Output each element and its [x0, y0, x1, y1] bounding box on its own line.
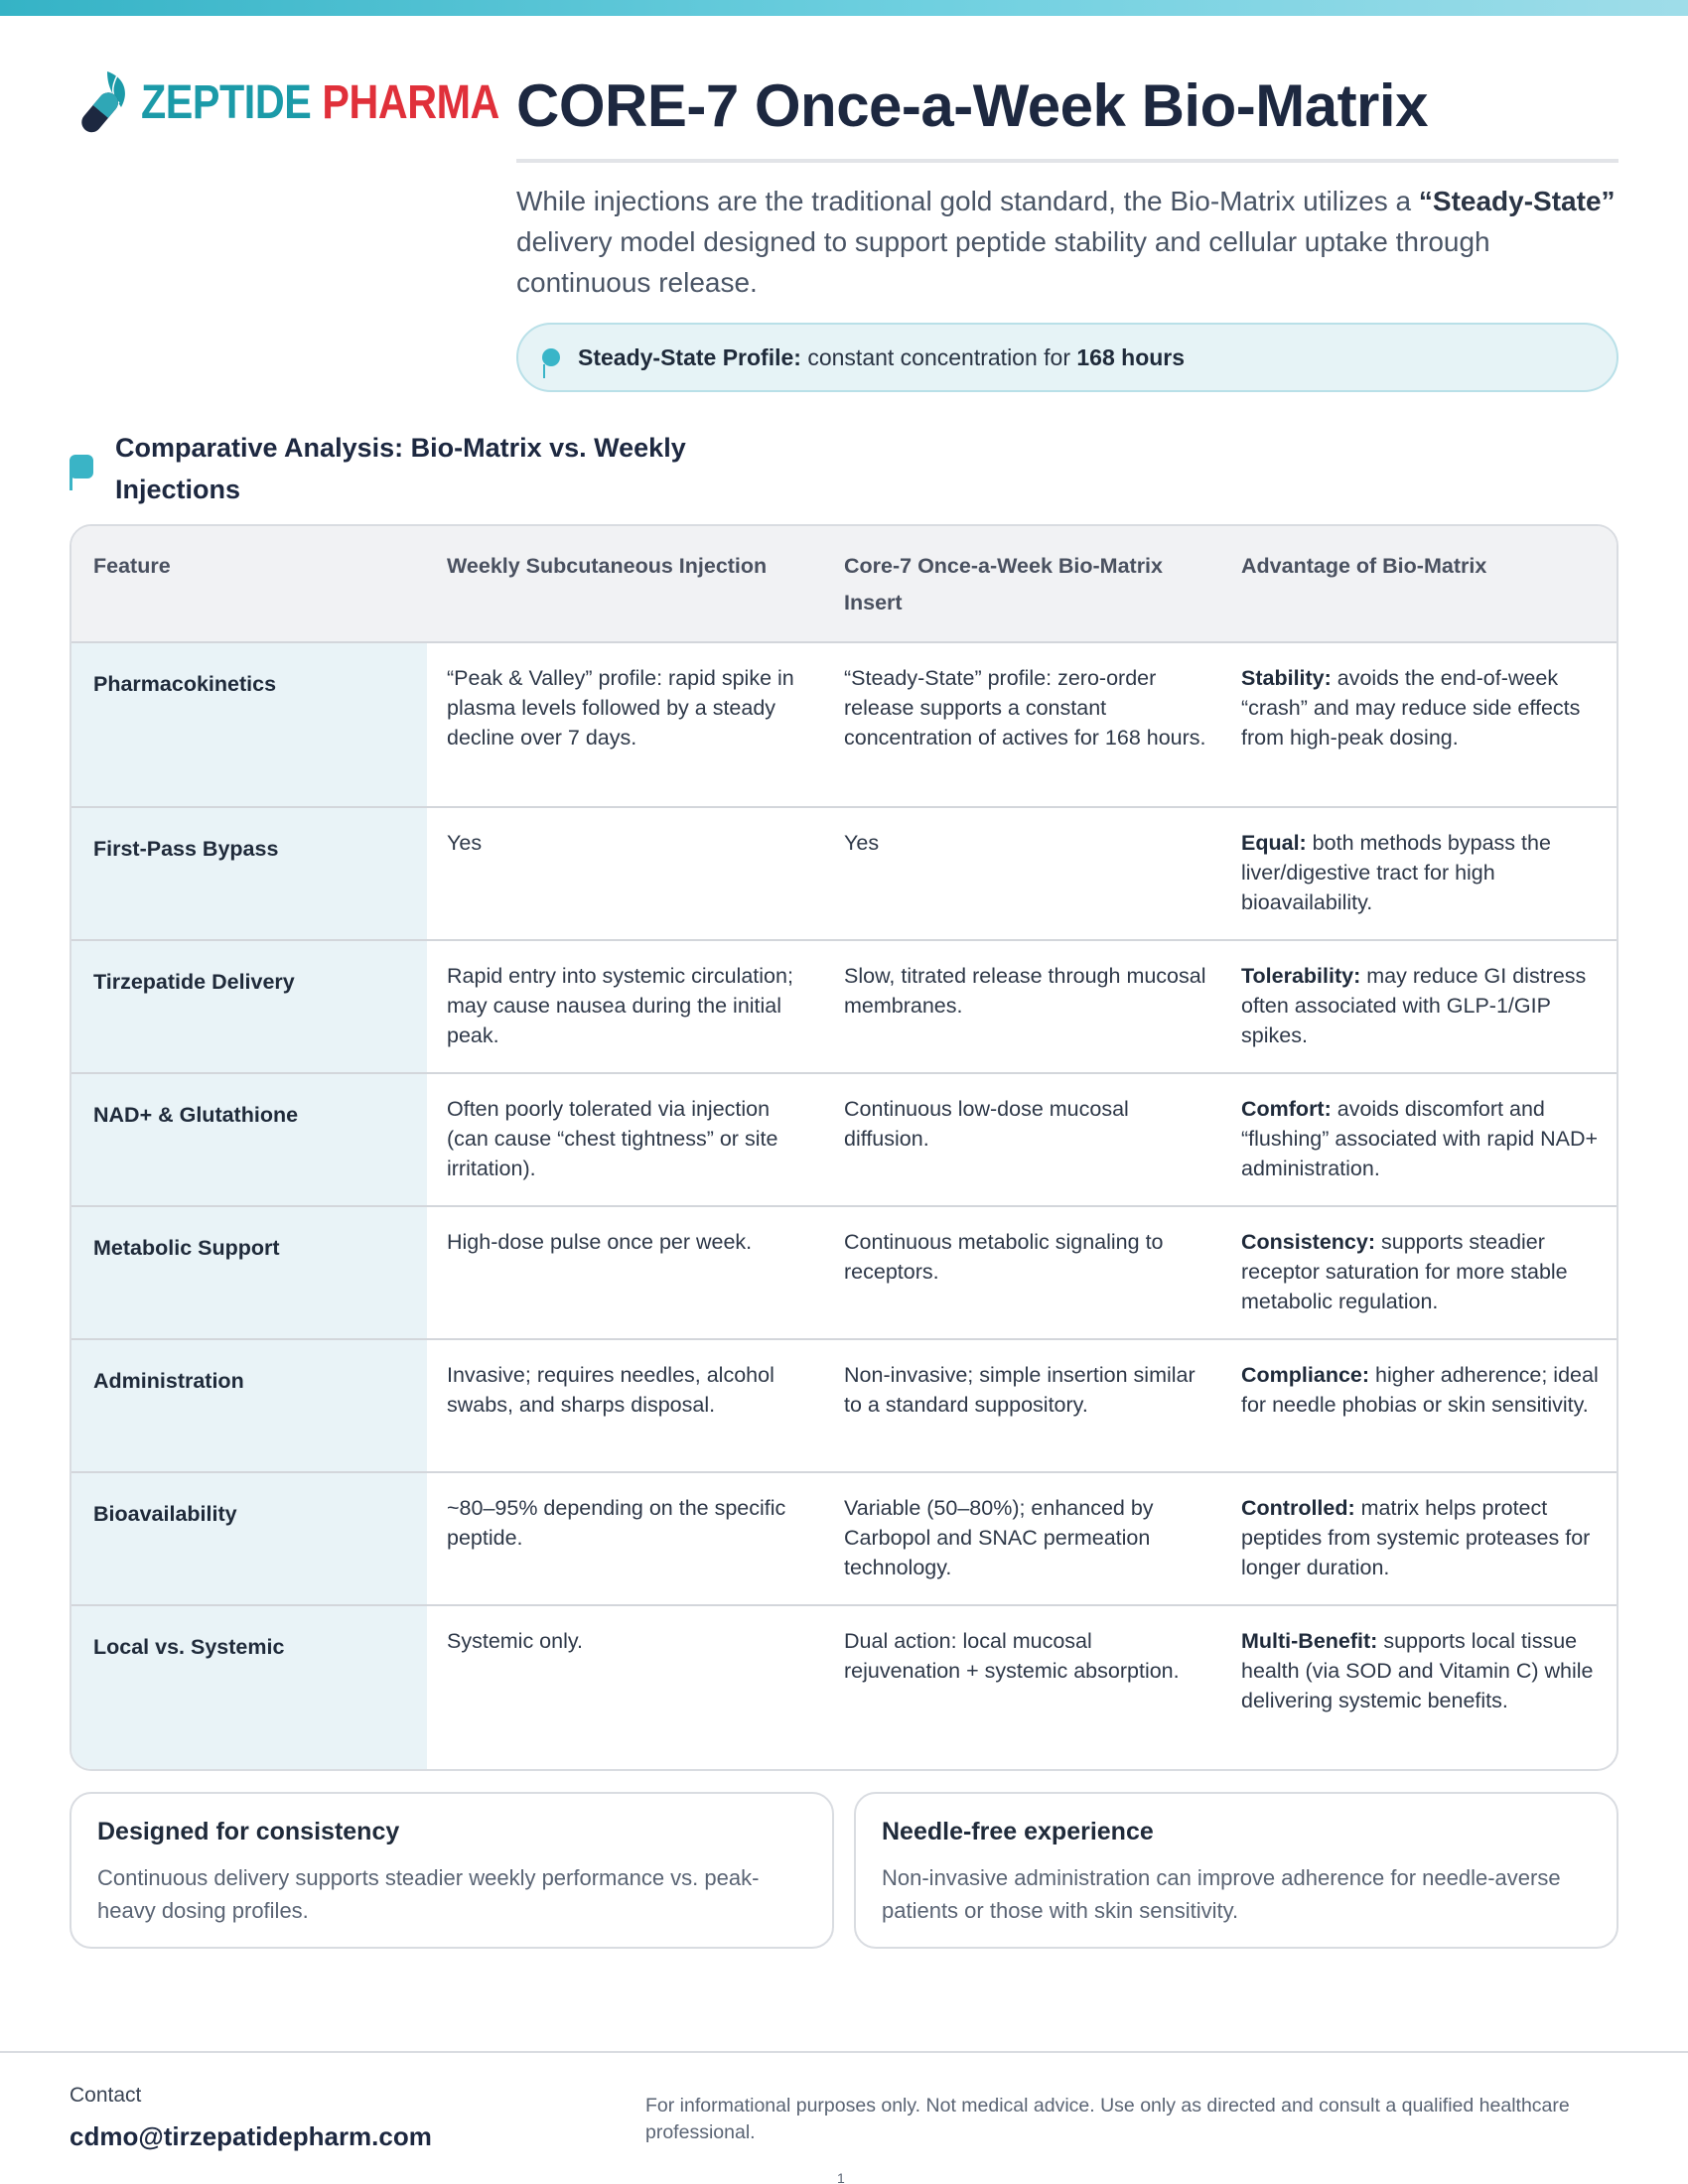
row-biomatrix: Continuous low-dose mucosal diffusion. [844, 1097, 1129, 1151]
row-injection: Systemic only. [447, 1629, 583, 1653]
table-row [71, 941, 1617, 1074]
callout-text: constant concentration for [800, 343, 1077, 370]
row-injection: Often poorly tolerated via injection (can cause “chest tightness” or site irritation). [447, 1097, 778, 1180]
table-row [71, 1074, 1617, 1207]
row-feature: NAD+ & Glutathione [93, 1103, 299, 1127]
row-feature: Tirzepatide Delivery [93, 970, 295, 994]
intro-paragraph [516, 181, 1618, 303]
card-title: Designed for consistency [97, 1818, 400, 1845]
section-marker-icon [70, 455, 93, 478]
row-advantage [1241, 1626, 1604, 1715]
row-feature: Pharmacokinetics [93, 672, 277, 696]
capsule-leaf-icon [77, 68, 131, 137]
intro-bold: “Steady-State” [1418, 186, 1616, 216]
advantage-text: matrix helps protect peptides from systemic proteases for longer duration. [1241, 1496, 1591, 1579]
row-advantage [1241, 1360, 1604, 1420]
top-accent-bar [0, 0, 1688, 16]
advantage-text: supports steadier receptor saturation for more stable metabolic regulation. [1241, 1230, 1568, 1313]
advantage-label: Tolerability: [1241, 964, 1361, 988]
row-biomatrix: “Steady-State” profile: zero-order release supports a constant concentration of actives for 168 hours. [844, 666, 1206, 750]
row-biomatrix: Slow, titrated release through mucosal membranes. [844, 964, 1206, 1018]
intro-text-2: delivery model designed to support peptide stability and cellular uptake through continuous release. [516, 226, 1490, 298]
callout-pin-icon [542, 348, 560, 366]
row-injection: Yes [447, 831, 483, 855]
table-header-injection: Weekly Subcutaneous Injection [447, 554, 768, 578]
row-injection: Invasive; requires needles, alcohol swabs, and sharps disposal. [447, 1363, 774, 1417]
row-biomatrix: Dual action: local mucosal rejuvenation + systemic absorption. [844, 1629, 1180, 1683]
advantage-text: avoids discomfort and “flushing” associated with rapid NAD+ administration. [1241, 1097, 1599, 1180]
disclaimer-text: For informational purposes only. Not medical advice. Use only as directed and consult a qualified healthcare professional. [645, 2095, 1570, 2143]
table-row [71, 1606, 1617, 1771]
row-injection: Rapid entry into systemic circulation; may cause nausea during the initial peak. [447, 964, 793, 1047]
table-header-advantage: Advantage of Bio-Matrix [1241, 554, 1487, 578]
brand-logo [77, 68, 558, 137]
table-row [71, 1207, 1617, 1340]
row-injection: ~80–95% depending on the specific peptide. [447, 1496, 786, 1550]
row-biomatrix: Variable (50–80%); enhanced by Carbopol and SNAC permeation technology. [844, 1496, 1154, 1579]
card-needle-free [854, 1792, 1618, 1949]
table-header-feature: Feature [93, 554, 171, 578]
section-title: Comparative Analysis: Bio-Matrix vs. Weekly Injections [115, 433, 686, 504]
row-biomatrix: Non-invasive; simple insertion similar to a standard suppository. [844, 1363, 1196, 1417]
row-advantage [1241, 1094, 1604, 1183]
row-biomatrix: Yes [844, 831, 880, 855]
card-consistency [70, 1792, 834, 1949]
row-advantage [1241, 663, 1604, 752]
row-advantage [1241, 1227, 1604, 1316]
row-feature: Administration [93, 1369, 244, 1393]
card-title: Needle-free experience [882, 1818, 1154, 1845]
table-row [71, 1340, 1617, 1473]
row-advantage [1241, 961, 1604, 1050]
row-feature: First-Pass Bypass [93, 837, 279, 861]
intro-text-1: While injections are the traditional gold standard, the Bio-Matrix utilizes a [516, 186, 1419, 216]
title-divider [516, 159, 1618, 163]
steady-state-callout [516, 323, 1618, 392]
advantage-text: avoids the end-of-week “crash” and may reduce side effects from high-peak dosing. [1241, 666, 1581, 750]
page-title: CORE-7 Once-a-Week Bio-Matrix [516, 72, 1428, 139]
table-row [71, 1473, 1617, 1606]
row-feature: Metabolic Support [93, 1236, 280, 1260]
table-row [71, 643, 1617, 808]
callout-label: Steady-State Profile: [578, 343, 801, 370]
advantage-text: supports local tissue health (via SOD and Vitamin C) while delivering systemic benefits. [1241, 1629, 1594, 1712]
row-feature: Local vs. Systemic [93, 1635, 285, 1659]
contact-label: Contact [70, 2084, 142, 2107]
card-body: Non-invasive administration can improve adherence for needle-averse patients or those with skin sensitivity. [882, 1865, 1561, 1923]
callout-value: 168 hours [1076, 343, 1186, 370]
advantage-text: higher adherence; ideal for needle phobias or skin sensitivity. [1241, 1363, 1599, 1417]
card-body: Continuous delivery supports steadier weekly performance vs. peak-heavy dosing profiles. [97, 1865, 760, 1923]
contact-email-link[interactable]: cdmo@tirzepatidepharm.com [70, 2121, 432, 2151]
table-header-row [71, 526, 1617, 643]
page-number: 1 [837, 2170, 845, 2184]
comparison-table [70, 524, 1618, 1771]
logo-word-pharma: PHARMA [322, 75, 499, 129]
row-advantage [1241, 1493, 1604, 1582]
logo-word-zeptide: ZEPTIDE [141, 75, 312, 129]
advantage-label: Equal: [1241, 831, 1307, 855]
logo-wordmark [141, 75, 499, 130]
row-injection: “Peak & Valley” profile: rapid spike in plasma levels followed by a steady decline over 7 days. [447, 666, 794, 750]
advantage-text: may reduce GI distress often associated with GLP-1/GIP spikes. [1241, 964, 1587, 1047]
footer-divider [0, 2051, 1688, 2053]
row-injection: High-dose pulse once per week. [447, 1230, 753, 1254]
advantage-label: Comfort: [1241, 1097, 1332, 1121]
row-advantage [1241, 828, 1604, 917]
advantage-label: Compliance: [1241, 1363, 1370, 1387]
advantage-text: both methods bypass the liver/digestive tract for high bioavailability. [1241, 831, 1551, 914]
table-row [71, 808, 1617, 941]
advantage-label: Controlled: [1241, 1496, 1355, 1520]
table-header-biomatrix: Core-7 Once-a-Week Bio-Matrix Insert [844, 554, 1163, 614]
advantage-label: Consistency: [1241, 1230, 1376, 1254]
row-feature: Bioavailability [93, 1502, 237, 1526]
advantage-label: Stability: [1241, 666, 1332, 690]
row-biomatrix: Continuous metabolic signaling to receptors. [844, 1230, 1164, 1284]
advantage-label: Multi-Benefit: [1241, 1629, 1378, 1653]
